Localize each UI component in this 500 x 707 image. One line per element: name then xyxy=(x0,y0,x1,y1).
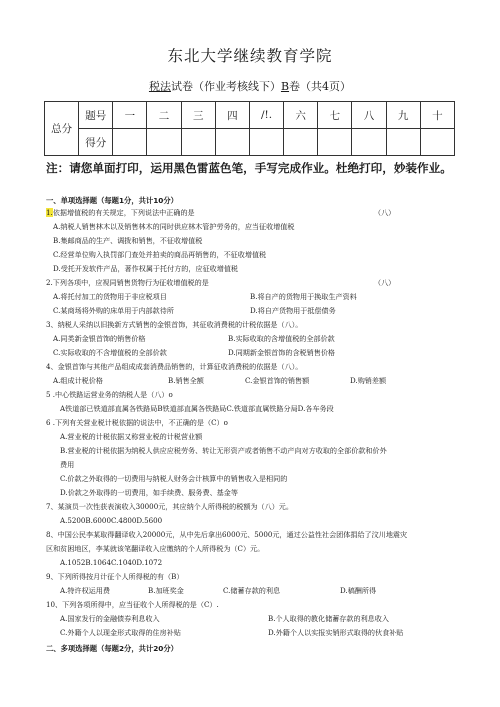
col-9: 九 xyxy=(386,102,420,129)
q9-option-a: A.特许权运用费 xyxy=(60,586,110,595)
question-10: 10、下列各项所得中，应当征收个人所得税的是（C）. xyxy=(46,600,219,609)
q1-option-c: C.经营单位购入执罚部门查处并拍卖的商品再销售的，不征收增值税 xyxy=(53,250,267,259)
q10-option-b: B.个人取得的教化储蓄存款的利息收入 xyxy=(268,614,389,623)
score-cell-9[interactable] xyxy=(386,129,420,156)
score-cell-5[interactable] xyxy=(249,129,283,156)
question-2: 2.下列各项中，应视同销售货物行为征收增值税的是 xyxy=(46,278,209,287)
col-4: 四 xyxy=(215,102,249,129)
col-7: 七 xyxy=(318,102,352,129)
q6-option-c: C.价款之外取得的一切费用与纳税人财务会计核算中的销售收入是相同的 xyxy=(60,474,288,483)
section-2-heading: 二、多项选择题（每题2分，共计20分） xyxy=(46,644,178,653)
q4-option-a: A.组成计税价格 xyxy=(53,376,103,385)
question-1 xyxy=(46,208,466,218)
q10-option-d: D.外籍个人以实报实销形式取得的伙食补贴 xyxy=(268,628,404,637)
q9-option-b: B.加班奖金 xyxy=(148,586,184,595)
q7-options: A.5200B.6000C.4800D.5600 xyxy=(60,516,163,525)
score-cell-6[interactable] xyxy=(284,129,318,156)
subtitle-tail: 卷（共4页） xyxy=(289,80,352,93)
q4-option-c: C.金银首饰的销售额 xyxy=(245,376,310,385)
col-6: 六 xyxy=(284,102,318,129)
q9-option-d: D.稿酬所得 xyxy=(340,586,377,595)
col-2: 二 xyxy=(147,102,181,129)
score-cell-3[interactable] xyxy=(181,129,215,156)
q2-option-a: A.将托付加工的货物用于非应税项目 xyxy=(53,292,167,301)
q9-option-c: C.储蓄存款的利息 xyxy=(223,586,281,595)
col-3: 三 xyxy=(181,102,215,129)
total-score-cell: 总分 xyxy=(45,102,79,156)
q10-option-c: C.外籍个人以现金形式取得的住房补贴 xyxy=(60,628,181,637)
notice-text: 注：请您单面打印，运用黑色雷蓝色笔，手写完成作业。杜绝打印，妙装作业。 xyxy=(46,161,452,175)
subject-name: 税法 xyxy=(148,80,171,93)
q3-option-d: D.同期新金银首饰的含税销售价格 xyxy=(228,348,336,357)
q10-option-a: A.国家发行的金融债券利息收入 xyxy=(60,614,160,623)
q3-option-c: C.实际收取的不含增值税的全部价款 xyxy=(53,348,167,357)
q1-option-a: A.纳税人销售林木以及销售林木的同时供应林木管护劳务的，应当征收增值税 xyxy=(53,222,295,231)
question-5: 5 .中心铁路运营业务的纳税人是（八）o xyxy=(46,390,173,399)
question-8: 8、中国公民李某取得翻译收入20000元，从中先后拿出6000元、5000元，通过公益性社会团体捐给了汶川地震灾 xyxy=(46,530,408,539)
q3-option-a: A.同类新金银首饰的销售价格 xyxy=(53,334,146,343)
question-3: 3、纳税人采纳以旧换新方式销售的金银首饰，其征收消费税的计税依据是（八）。 xyxy=(46,320,303,329)
q6-option-b-cont: 费用 xyxy=(60,460,75,469)
q4-option-d: D.购销差额 xyxy=(350,376,387,385)
q5-options: A铁道部已铁道部直属各铁路局B铁道部直属各铁路局C.铁道部直属铁路分局D.各车务段 xyxy=(60,404,334,413)
question-4: 4、金银首饰与其他产品组成成套消费品销售的，计算征收消费税的依据是（八）。 xyxy=(46,362,303,371)
score-cell-2[interactable] xyxy=(147,129,181,156)
q6-option-b: B.营业税的计税依据为纳税人供应应税劳务、转让无形资产或者销售不动产向对方收取的全部价款和价外 xyxy=(60,446,387,455)
page-title: 东北大学继续教育学院 xyxy=(167,47,333,65)
question-1-text: 依据增值税的有关规定，下列说法中正确的是 xyxy=(52,208,195,217)
q1-option-d: D.受托开发软件产品，著作权属于托付方的，应征收增值税 xyxy=(53,264,239,273)
score-label: 得分 xyxy=(79,129,113,156)
q6-option-d: D.价款之外取得的一切费用，如手续费、服务费、基金等 xyxy=(60,488,238,497)
score-cell-8[interactable] xyxy=(352,129,386,156)
score-value-row xyxy=(45,129,455,156)
score-cell-7[interactable] xyxy=(318,129,352,156)
exam-subtitle xyxy=(0,78,500,94)
score-cell-1[interactable] xyxy=(113,129,147,156)
question-number-label: 题号 xyxy=(79,102,113,129)
score-cell-4[interactable] xyxy=(215,129,249,156)
score-cell-10[interactable] xyxy=(420,129,454,156)
q2-option-d: D.将自产货物用于抵偿债务 xyxy=(250,306,336,315)
q1-option-b: B.集邮商品的生产、调拨和销售，不征收增值税 xyxy=(53,236,203,245)
q2-option-b: B.将自产的货物用于换取生产资料 xyxy=(250,292,357,301)
q2-option-c: C.某商场将外购的床单用于内部款待所 xyxy=(53,306,174,315)
question-9: 9、下列所得按月计征个人所得税的有（B） xyxy=(46,572,184,581)
paper-version: B xyxy=(280,80,290,93)
score-header-row xyxy=(45,102,455,129)
col-1: 一 xyxy=(113,102,147,129)
question-8-cont: 区和贫困地区，李某就该笔翻译收入应缴纳的个人所得税为（C）元。 xyxy=(46,544,265,553)
q6-option-a: A.营业税的计税依据又称营业税的计税营业额 xyxy=(60,432,203,441)
q4-option-b: B.销售全额 xyxy=(168,376,204,385)
q8-options: A.1052B.1064C.1040D.1072 xyxy=(60,558,163,567)
question-6: 6 .下列有关营业税计税依据的说法中，不正确的是（C）o xyxy=(46,418,228,427)
question-1-answer: （八） xyxy=(374,208,396,217)
question-1-number: 1. xyxy=(46,208,53,217)
subtitle-mid: 试卷（作业考核线下） xyxy=(170,80,281,93)
score-table xyxy=(44,101,455,156)
question-2-answer: （八） xyxy=(374,278,396,287)
col-10: 十 xyxy=(420,102,454,129)
question-7: 7、某演员一次性获表演收入30000元，其应纳个人所得税的税额为（八）元。 xyxy=(46,502,293,511)
section-1-heading: 一、单项选择题（每题1分，共计10分） xyxy=(46,196,178,205)
col-8: 八 xyxy=(352,102,386,129)
col-5: /!. xyxy=(249,102,283,129)
q3-option-b: B.实际收取的含增值税的全部价款 xyxy=(228,334,335,343)
